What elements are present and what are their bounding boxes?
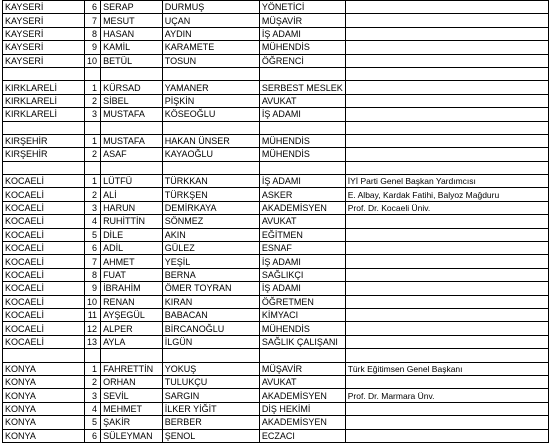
rank-cell: 6 (85, 242, 101, 255)
table-row (3, 134, 549, 147)
table-row (3, 308, 549, 321)
table-row (3, 255, 549, 268)
note-cell (345, 402, 548, 415)
last-name-cell: DEMİRKAYA (162, 201, 259, 214)
first-name-cell: ORHAN (101, 375, 163, 388)
profession-cell: SAĞLIK ÇALIŞANI (259, 335, 345, 348)
last-name-cell: KAYAOĞLU (162, 148, 259, 161)
rank-cell: 10 (85, 54, 101, 67)
first-name-cell (101, 67, 163, 80)
table-row (3, 349, 549, 362)
rank-cell: 3 (85, 201, 101, 214)
profession-cell (259, 67, 345, 80)
profession-cell (259, 161, 345, 174)
note-cell (345, 67, 548, 80)
province-cell: KAYSERİ (3, 1, 85, 14)
profession-cell: AVUKAT (259, 215, 345, 228)
first-name-cell: AHMET (101, 255, 163, 268)
table-row (3, 402, 549, 415)
province-cell: KONYA (3, 429, 85, 442)
table-row (3, 375, 549, 388)
last-name-cell (162, 67, 259, 80)
rank-cell: 7 (85, 255, 101, 268)
table-row (3, 268, 549, 281)
last-name-cell (162, 121, 259, 134)
rank-cell: 9 (85, 282, 101, 295)
candidate-rows (3, 1, 549, 443)
rank-cell (85, 349, 101, 362)
profession-cell: MÜŞAVİR (259, 14, 345, 27)
province-cell: KAYSERİ (3, 14, 85, 27)
province-cell: KONYA (3, 375, 85, 388)
note-cell (345, 81, 548, 94)
first-name-cell: HARUN (101, 201, 163, 214)
last-name-cell: GÜLEZ (162, 242, 259, 255)
profession-cell: İŞ ADAMI (259, 27, 345, 40)
profession-cell (259, 349, 345, 362)
table-row (3, 215, 549, 228)
rank-cell (85, 121, 101, 134)
first-name-cell: FAHRETTİN (101, 362, 163, 375)
first-name-cell (101, 121, 163, 134)
note-cell (345, 27, 548, 40)
profession-cell: DİŞ HEKİMİ (259, 402, 345, 415)
rank-cell: 8 (85, 268, 101, 281)
first-name-cell: DİLE (101, 228, 163, 241)
province-cell: KOCAELİ (3, 175, 85, 188)
province-cell: KOCAELİ (3, 215, 85, 228)
profession-cell: EĞİTMEN (259, 228, 345, 241)
rank-cell: 1 (85, 362, 101, 375)
profession-cell: MÜHENDİS (259, 41, 345, 54)
table-row (3, 389, 549, 402)
first-name-cell: SÜLEYMAN (101, 429, 163, 442)
rank-cell: 1 (85, 175, 101, 188)
first-name-cell: KAMİL (101, 41, 163, 54)
last-name-cell: YOKUŞ (162, 362, 259, 375)
table-row (3, 67, 549, 80)
table-row (3, 295, 549, 308)
last-name-cell: BERNA (162, 268, 259, 281)
note-cell: Prof. Dr. Kocaeli Üniv. (345, 201, 548, 214)
profession-cell: YÖNETİCİ (259, 1, 345, 14)
first-name-cell: HASAN (101, 27, 163, 40)
note-cell (345, 41, 548, 54)
first-name-cell: MESUT (101, 14, 163, 27)
province-cell: KOCAELİ (3, 268, 85, 281)
note-cell (345, 349, 548, 362)
first-name-cell: SEVİL (101, 389, 163, 402)
table-row (3, 81, 549, 94)
last-name-cell: TULUKÇU (162, 375, 259, 388)
profession-cell: İŞ ADAMI (259, 255, 345, 268)
rank-cell: 3 (85, 389, 101, 402)
note-cell (345, 134, 548, 147)
profession-cell: SERBEST MESLEK (259, 81, 345, 94)
province-cell: KOCAELİ (3, 188, 85, 201)
profession-cell: AKADEMİSYEN (259, 389, 345, 402)
province-cell: KOCAELİ (3, 228, 85, 241)
rank-cell: 2 (85, 94, 101, 107)
note-cell (345, 215, 548, 228)
last-name-cell: TÜRKKAN (162, 175, 259, 188)
table-row (3, 14, 549, 27)
table-row (3, 201, 549, 214)
province-cell: KOCAELİ (3, 255, 85, 268)
last-name-cell: İLGÜN (162, 335, 259, 348)
first-name-cell: KÜRSAD (101, 81, 163, 94)
province-cell: KONYA (3, 416, 85, 429)
province-cell: KIRKLARELİ (3, 94, 85, 107)
note-cell (345, 94, 548, 107)
rank-cell: 2 (85, 375, 101, 388)
last-name-cell: KIRAN (162, 295, 259, 308)
last-name-cell: BERBER (162, 416, 259, 429)
last-name-cell: TOSUN (162, 54, 259, 67)
rank-cell: 9 (85, 41, 101, 54)
note-cell (345, 148, 548, 161)
last-name-cell: ÖMER TOYRAN (162, 282, 259, 295)
first-name-cell: BETÜL (101, 54, 163, 67)
table-row (3, 362, 549, 375)
province-cell: KOCAELİ (3, 295, 85, 308)
first-name-cell: SERAP (101, 1, 163, 14)
note-cell (345, 54, 548, 67)
note-cell (345, 282, 548, 295)
last-name-cell: PİŞKİN (162, 94, 259, 107)
first-name-cell: RUHİTTİN (101, 215, 163, 228)
note-cell (345, 228, 548, 241)
note-cell: E. Albay, Kardak Fatihi, Balyoz Mağduru (345, 188, 548, 201)
last-name-cell: İLKER YİĞİT (162, 402, 259, 415)
note-cell (345, 121, 548, 134)
province-cell: KONYA (3, 362, 85, 375)
profession-cell: ECZACI (259, 429, 345, 442)
province-cell (3, 349, 85, 362)
province-cell: KONYA (3, 389, 85, 402)
first-name-cell: ALİ (101, 188, 163, 201)
note-cell: Türk Eğitimsen Genel Başkanı (345, 362, 548, 375)
province-cell: KOCAELİ (3, 322, 85, 335)
profession-cell: AKADEMİSYEN (259, 416, 345, 429)
last-name-cell (162, 349, 259, 362)
note-cell (345, 322, 548, 335)
table-row (3, 335, 549, 348)
province-cell: KAYSERİ (3, 54, 85, 67)
first-name-cell: MEHMET (101, 402, 163, 415)
profession-cell: ASKER (259, 188, 345, 201)
last-name-cell: YAMANER (162, 81, 259, 94)
first-name-cell: AYŞEGÜL (101, 308, 163, 321)
rank-cell: 4 (85, 215, 101, 228)
rank-cell: 2 (85, 148, 101, 161)
note-cell (345, 1, 548, 14)
note-cell (345, 308, 548, 321)
first-name-cell: ALPER (101, 322, 163, 335)
rank-cell: 6 (85, 429, 101, 442)
last-name-cell (162, 161, 259, 174)
first-name-cell: ASAF (101, 148, 163, 161)
last-name-cell: SARGIN (162, 389, 259, 402)
province-cell: KONYA (3, 402, 85, 415)
province-cell: KIRKLARELİ (3, 81, 85, 94)
rank-cell: 1 (85, 81, 101, 94)
table-row (3, 121, 549, 134)
table-row (3, 161, 549, 174)
last-name-cell: YEŞİL (162, 255, 259, 268)
rank-cell: 13 (85, 335, 101, 348)
table-row (3, 54, 549, 67)
first-name-cell: ADİL (101, 242, 163, 255)
last-name-cell: UÇAN (162, 14, 259, 27)
note-cell (345, 108, 548, 121)
first-name-cell: LÜTFÜ (101, 175, 163, 188)
profession-cell: SAĞLIKÇI (259, 268, 345, 281)
rank-cell: 7 (85, 14, 101, 27)
first-name-cell: FUAT (101, 268, 163, 281)
profession-cell: AVUKAT (259, 375, 345, 388)
first-name-cell: SİBEL (101, 94, 163, 107)
first-name-cell: MUSTAFA (101, 134, 163, 147)
first-name-cell: İBRAHİM (101, 282, 163, 295)
profession-cell: AVUKAT (259, 94, 345, 107)
last-name-cell: KÖSEOĞLU (162, 108, 259, 121)
candidate-table (2, 0, 549, 443)
note-cell (345, 375, 548, 388)
last-name-cell: AKIN (162, 228, 259, 241)
table-row (3, 175, 549, 188)
rank-cell: 11 (85, 308, 101, 321)
note-cell (345, 255, 548, 268)
first-name-cell: ŞAKİR (101, 416, 163, 429)
profession-cell: AKADEMİSYEN (259, 201, 345, 214)
profession-cell: İŞ ADAMI (259, 282, 345, 295)
table-row (3, 148, 549, 161)
profession-cell: MÜŞAVİR (259, 362, 345, 375)
first-name-cell: MUSTAFA (101, 108, 163, 121)
note-cell (345, 268, 548, 281)
rank-cell: 10 (85, 295, 101, 308)
note-cell (345, 161, 548, 174)
profession-cell: İŞ ADAMI (259, 108, 345, 121)
note-cell (345, 429, 548, 442)
rank-cell: 6 (85, 1, 101, 14)
table-row (3, 429, 549, 442)
rank-cell: 3 (85, 108, 101, 121)
profession-cell: KİMYACI (259, 308, 345, 321)
note-cell (345, 14, 548, 27)
province-cell: KIRŞEHİR (3, 134, 85, 147)
profession-cell: MÜHENDİS (259, 148, 345, 161)
profession-cell: ÖĞRETMEN (259, 295, 345, 308)
table-row (3, 228, 549, 241)
last-name-cell: KARAMETE (162, 41, 259, 54)
rank-cell: 8 (85, 27, 101, 40)
province-cell (3, 121, 85, 134)
province-cell: KOCAELİ (3, 282, 85, 295)
province-cell: KOCAELİ (3, 201, 85, 214)
table-row (3, 416, 549, 429)
first-name-cell (101, 161, 163, 174)
note-cell (345, 295, 548, 308)
note-cell (345, 416, 548, 429)
province-cell: KIRKLARELİ (3, 108, 85, 121)
note-cell: Prof. Dr. Marmara Ünv. (345, 389, 548, 402)
province-cell: KOCAELİ (3, 242, 85, 255)
province-cell (3, 161, 85, 174)
province-cell: KAYSERİ (3, 41, 85, 54)
rank-cell: 12 (85, 322, 101, 335)
table-row (3, 41, 549, 54)
profession-cell: MÜHENDİS (259, 322, 345, 335)
profession-cell: İŞ ADAMI (259, 175, 345, 188)
rank-cell: 4 (85, 402, 101, 415)
table-row (3, 27, 549, 40)
table-row (3, 282, 549, 295)
table-row (3, 322, 549, 335)
first-name-cell (101, 349, 163, 362)
rank-cell: 1 (85, 134, 101, 147)
province-cell (3, 67, 85, 80)
province-cell: KAYSERİ (3, 27, 85, 40)
last-name-cell: ŞENOL (162, 429, 259, 442)
rank-cell: 5 (85, 228, 101, 241)
last-name-cell: SÖNMEZ (162, 215, 259, 228)
profession-cell: MÜHENDİS (259, 134, 345, 147)
last-name-cell: DURMUŞ (162, 1, 259, 14)
rank-cell: 5 (85, 416, 101, 429)
table-row (3, 1, 549, 14)
rank-cell: 2 (85, 188, 101, 201)
rank-cell (85, 67, 101, 80)
province-cell: KOCAELİ (3, 335, 85, 348)
note-cell: İYİ Parti Genel Başkan Yardımcısı (345, 175, 548, 188)
note-cell (345, 242, 548, 255)
first-name-cell: AYLA (101, 335, 163, 348)
last-name-cell: BABACAN (162, 308, 259, 321)
table-row (3, 188, 549, 201)
profession-cell (259, 121, 345, 134)
rank-cell (85, 161, 101, 174)
table-row (3, 108, 549, 121)
province-cell: KIRŞEHİR (3, 148, 85, 161)
profession-cell: ÖĞRENCİ (259, 54, 345, 67)
profession-cell: ESNAF (259, 242, 345, 255)
last-name-cell: TÜRKŞEN (162, 188, 259, 201)
table-row (3, 242, 549, 255)
last-name-cell: AYDIN (162, 27, 259, 40)
first-name-cell: RENAN (101, 295, 163, 308)
province-cell: KOCAELİ (3, 308, 85, 321)
last-name-cell: HAKAN ÜNSER (162, 134, 259, 147)
table-row (3, 94, 549, 107)
note-cell (345, 335, 548, 348)
last-name-cell: BİRCANOĞLU (162, 322, 259, 335)
